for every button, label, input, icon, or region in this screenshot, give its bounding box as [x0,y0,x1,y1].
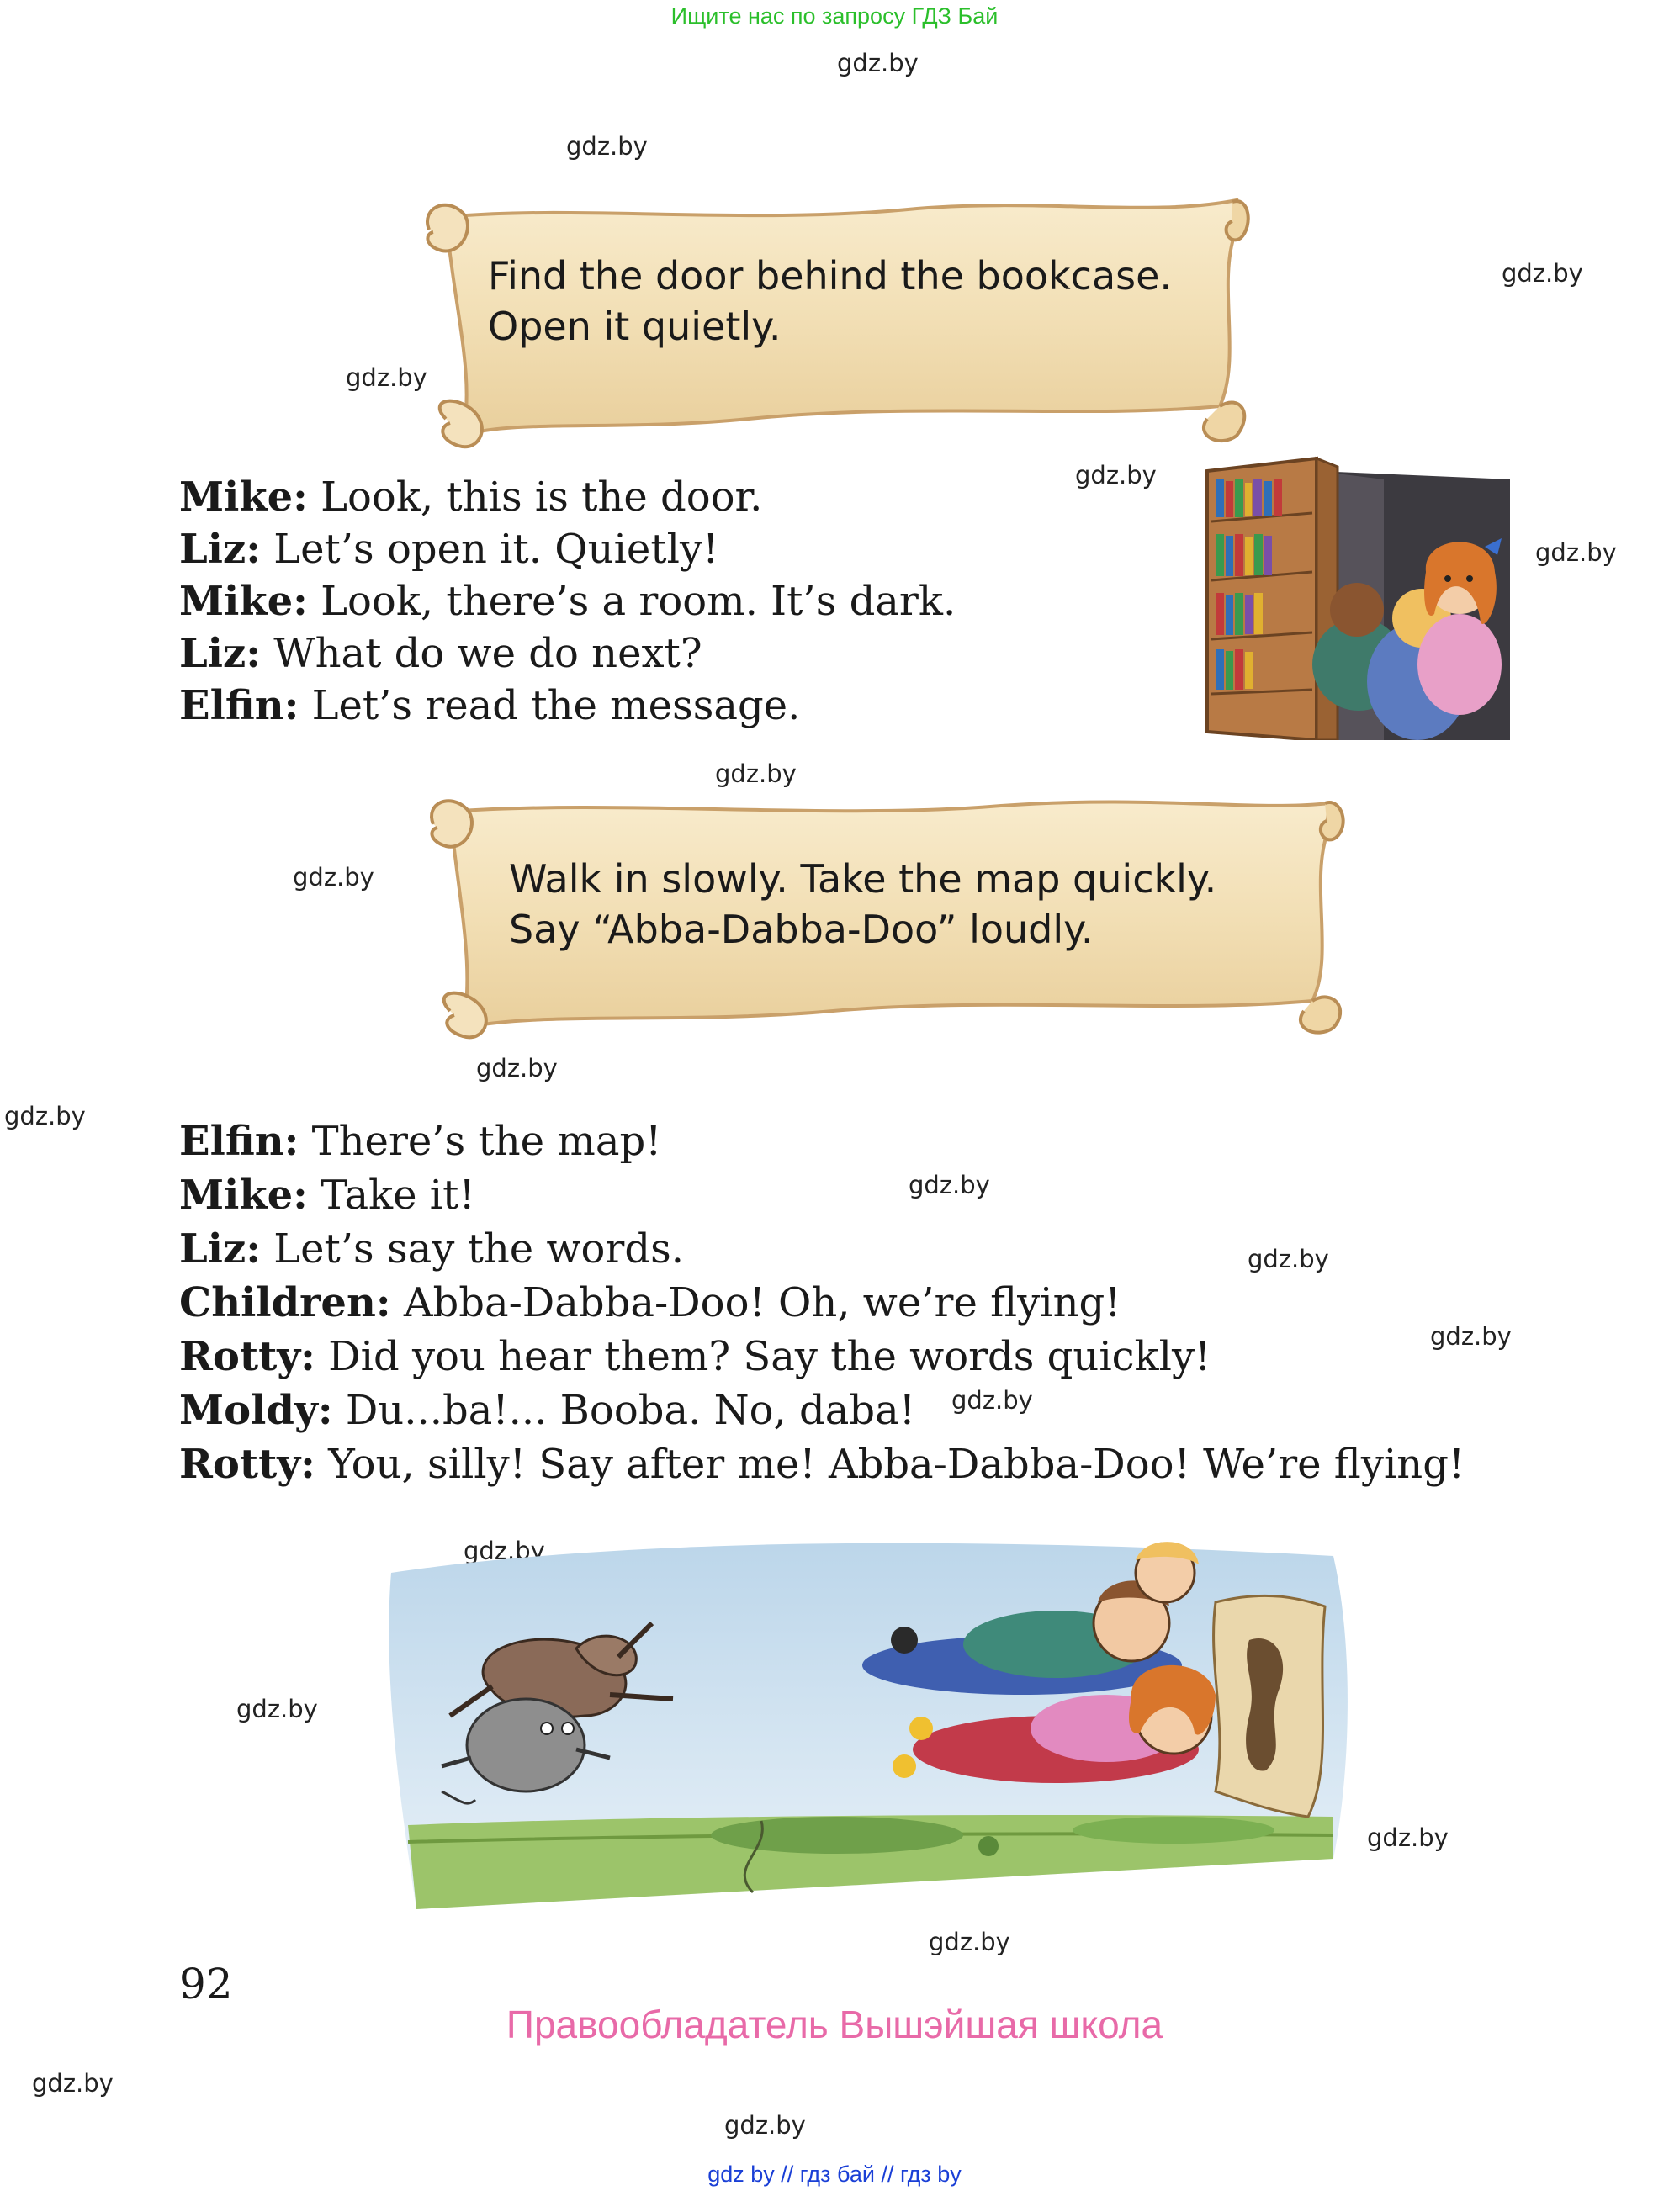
dialogue-text: Let’s read the message. [299,682,801,729]
scroll-1-line-1: Find the door behind the bookcase. [488,253,1173,299]
dialogue-text: Let’s say the words. [260,1225,684,1273]
top-banner: Ищите нас по запросу ГДЗ Бай [670,3,999,29]
bottom-links[interactable]: gdz by // гдз бай // гдз by [707,2162,962,2187]
dialogue-text: What do we do next? [260,630,702,677]
dialogue-text: Take it! [307,1172,475,1219]
speaker-name: Elfin: [179,682,299,729]
speaker-name: Mike: [179,578,308,625]
bookcase-door-illustration [1190,454,1510,740]
watermark: gdz.by [476,1054,558,1082]
watermark: gdz.by [293,863,374,892]
watermark: gdz.by [1535,538,1617,567]
dialogue-text: There’s the map! [299,1118,662,1165]
watermark: gdz.by [724,2111,806,2140]
parchment-scroll-2 [412,791,1354,1043]
watermark: gdz.by [346,363,427,392]
speaker-name: Rotty: [179,1441,315,1488]
dialogue-line [179,1276,1465,1330]
scroll-2-line-1: Walk in slowly. Take the map quickly. [509,856,1217,902]
speaker-name: Mike: [179,1172,308,1219]
watermark: gdz.by [1248,1245,1329,1273]
watermark: gdz.by [715,759,797,788]
rights-holder: Правообладатель Вышэйшая школа [506,2003,1163,2046]
dialogue-line [179,627,956,680]
speaker-name: Rotty: [179,1333,315,1380]
dialogue-text: Look, there’s a room. It’s dark. [307,578,956,625]
watermark: gdz.by [837,49,919,77]
dialogue-line [179,1222,1465,1276]
dialogue-text: Did you hear them? Say the words quickly! [315,1333,1211,1380]
watermark: gdz.by [929,1928,1010,1956]
speaker-name: Moldy: [179,1387,333,1434]
watermark: gdz.by [236,1695,318,1723]
watermark: gdz.by [32,2069,114,2098]
dialogue-text: Abba-Dabba-Doo! Oh, we’re flying! [390,1279,1121,1326]
watermark: gdz.by [1502,259,1583,288]
dialogue-line [179,1114,1465,1168]
dialogue-line [179,471,956,523]
watermark: gdz.by [4,1102,86,1130]
dialogue-line [179,1437,1465,1491]
dialogue-text: Look, this is the door. [307,474,763,521]
dialogue-line [179,575,956,627]
dialogue-line [179,523,956,575]
scroll-2-line-2: Say “Abba-Dabba-Doo” loudly. [509,907,1094,952]
scroll-1-line-2: Open it quietly. [488,304,782,349]
dialogue-line [179,1384,1465,1437]
watermark: gdz.by [909,1171,990,1199]
watermark: gdz.by [464,1537,545,1565]
speaker-name: Mike: [179,474,308,521]
page-number: 92 [179,1960,233,2008]
dialogue-line [179,680,956,732]
watermark: gdz.by [1075,461,1157,489]
dialogue-text: Du...ba!... Booba. No, daba! [332,1387,915,1434]
speaker-name: Elfin: [179,1118,299,1165]
watermark: gdz.by [951,1386,1033,1415]
watermark: gdz.by [1367,1823,1449,1852]
dialogue-line [179,1168,1465,1222]
speaker-name: Liz: [179,630,261,677]
speaker-name: Liz: [179,1225,261,1273]
dialogue-line [179,1330,1465,1384]
dialogue-text: You, silly! Say after me! Abba-Dabba-Doo! We’re flying! [315,1441,1465,1488]
watermark: gdz.by [1430,1322,1512,1351]
speaker-name: Children: [179,1279,391,1326]
dialogue-block-1 [179,471,956,732]
dialogue-text: Let’s open it. Quietly! [260,526,719,573]
speaker-name: Liz: [179,526,261,573]
watermark: gdz.by [566,132,648,161]
parchment-scroll-1 [412,192,1253,452]
flying-scene-illustration [366,1522,1359,1918]
dialogue-block-2 [179,1114,1465,1491]
